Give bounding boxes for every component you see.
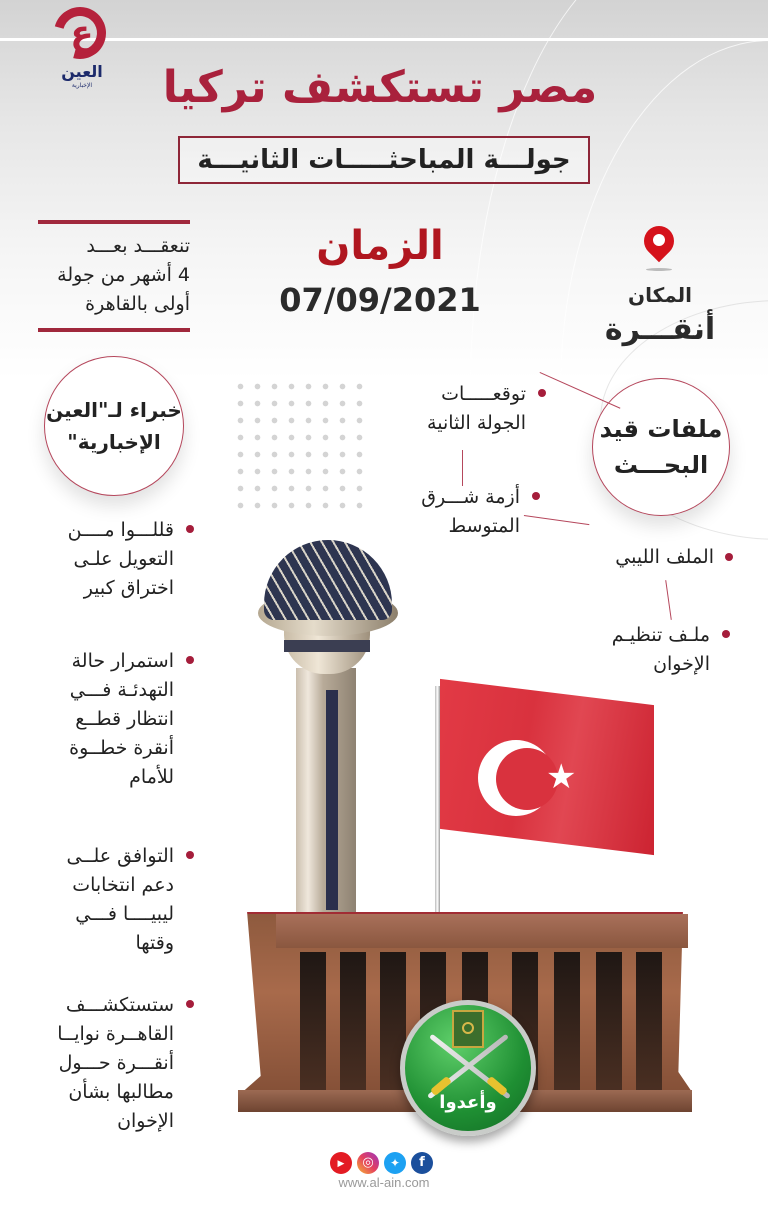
files-item-line: أزمة شـــرق (421, 486, 520, 508)
files-item-line: الجولة الثانية (427, 412, 526, 434)
experts-item-line: اختراق كبير (83, 577, 174, 599)
experts-item (30, 516, 174, 603)
subtitle-box (178, 136, 590, 184)
star-icon: ★ (546, 757, 577, 797)
files-item-line: الإخوان (653, 653, 710, 675)
experts-item-line: للأمام (129, 766, 174, 788)
files-item-line: توقعـــــات (441, 383, 526, 405)
connector-line (540, 372, 621, 409)
time-label: الزمان (316, 223, 444, 269)
place-label: المكان (628, 283, 692, 307)
experts-item-line: أنقرة خطــوة (69, 737, 174, 759)
files-under-discussion-circle (592, 378, 730, 516)
experts-item-line: مطالبها بشأن (68, 1081, 174, 1103)
files-item (380, 380, 526, 438)
files-item-line: ملـف تنظيـم (611, 624, 710, 646)
experts-title-line: خبراء لـ"العين (46, 398, 182, 422)
place-value: أنقـــرة (604, 312, 716, 347)
files-item-line: الملف الليبي (615, 546, 714, 568)
experts-item-line: ستستكشـــف (65, 994, 174, 1016)
connector-line (462, 450, 463, 486)
files-title-line: البحـــث (613, 451, 709, 479)
files-item (570, 621, 710, 679)
bullet-icon (186, 1000, 194, 1008)
book-seal-icon (462, 1022, 474, 1034)
bullet-icon (186, 656, 194, 664)
experts-item-line: انتظار قطــع (75, 708, 174, 730)
date-value: 07/09/2021 (279, 281, 481, 319)
bullet-icon (538, 389, 546, 397)
files-item (380, 483, 520, 541)
bullet-icon (725, 553, 733, 561)
twitter-icon[interactable] (384, 1152, 406, 1174)
files-item-line: المتوسط (448, 515, 520, 537)
subtitle: جولـــة المباحثـــــات الثانيـــة (197, 145, 571, 175)
emblem-text: وأعدوا (439, 1092, 497, 1113)
connector-line (524, 515, 590, 525)
divider-top (38, 220, 190, 224)
experts-title-line: الإخبارية" (67, 430, 161, 454)
facebook-icon[interactable] (411, 1152, 433, 1174)
bullet-icon (186, 525, 194, 533)
experts-item-line: قللـــوا مــــن (67, 519, 174, 541)
experts-item (30, 647, 174, 792)
held-after-line: 4 أشهر من جولة (57, 264, 190, 286)
dot-grid-decoration (232, 378, 368, 514)
instagram-icon[interactable] (357, 1152, 379, 1174)
bullet-icon (186, 851, 194, 859)
experts-item-line: ليبيــــا فـــي (75, 903, 174, 925)
held-after-text (30, 232, 190, 319)
facebook-glyph: f (419, 1155, 425, 1170)
location-pin-icon (644, 226, 674, 270)
bullet-icon (532, 492, 540, 500)
al-ain-logo[interactable] (46, 5, 118, 95)
youtube-icon[interactable] (330, 1152, 352, 1174)
instagram-glyph: ◎ (362, 1155, 374, 1170)
experts-item-line: دعم انتخابات (72, 874, 174, 896)
experts-circle (44, 356, 184, 496)
twitter-glyph: ✦ (389, 1156, 401, 1170)
files-title-line: ملفات قيد (599, 415, 723, 443)
connector-line (665, 580, 672, 620)
experts-item-line: التعويل علـى (73, 548, 174, 570)
bullet-icon (722, 630, 730, 638)
website-link[interactable]: www.al-ain.com (338, 1175, 430, 1190)
held-after-line: تنعقـــد بعـــد (86, 235, 190, 257)
experts-item-line: القاهــرة نوايــا (57, 1023, 174, 1045)
experts-item-line: وقتها (135, 932, 174, 954)
held-after-line: أولى بالقاهرة (85, 293, 190, 315)
experts-item-line: الإخوان (117, 1110, 174, 1132)
experts-item (30, 991, 174, 1136)
experts-item (30, 842, 174, 958)
experts-item-line: التوافق علــى (66, 845, 174, 867)
logo-text: العين (61, 62, 103, 81)
experts-item-line: التهدئـة فـــي (69, 679, 174, 701)
divider-bottom (38, 328, 190, 332)
experts-item-line: استمرار حالة (71, 650, 174, 672)
youtube-glyph: ▶ (337, 1159, 345, 1169)
page-title: مصر تستكشف تركيا (162, 62, 598, 113)
files-item (580, 543, 714, 572)
experts-item-line: أنقـــرة حـــول (58, 1052, 174, 1074)
logo-letter: ع (70, 13, 94, 53)
logo-subtext: الإخبارية (71, 82, 93, 89)
